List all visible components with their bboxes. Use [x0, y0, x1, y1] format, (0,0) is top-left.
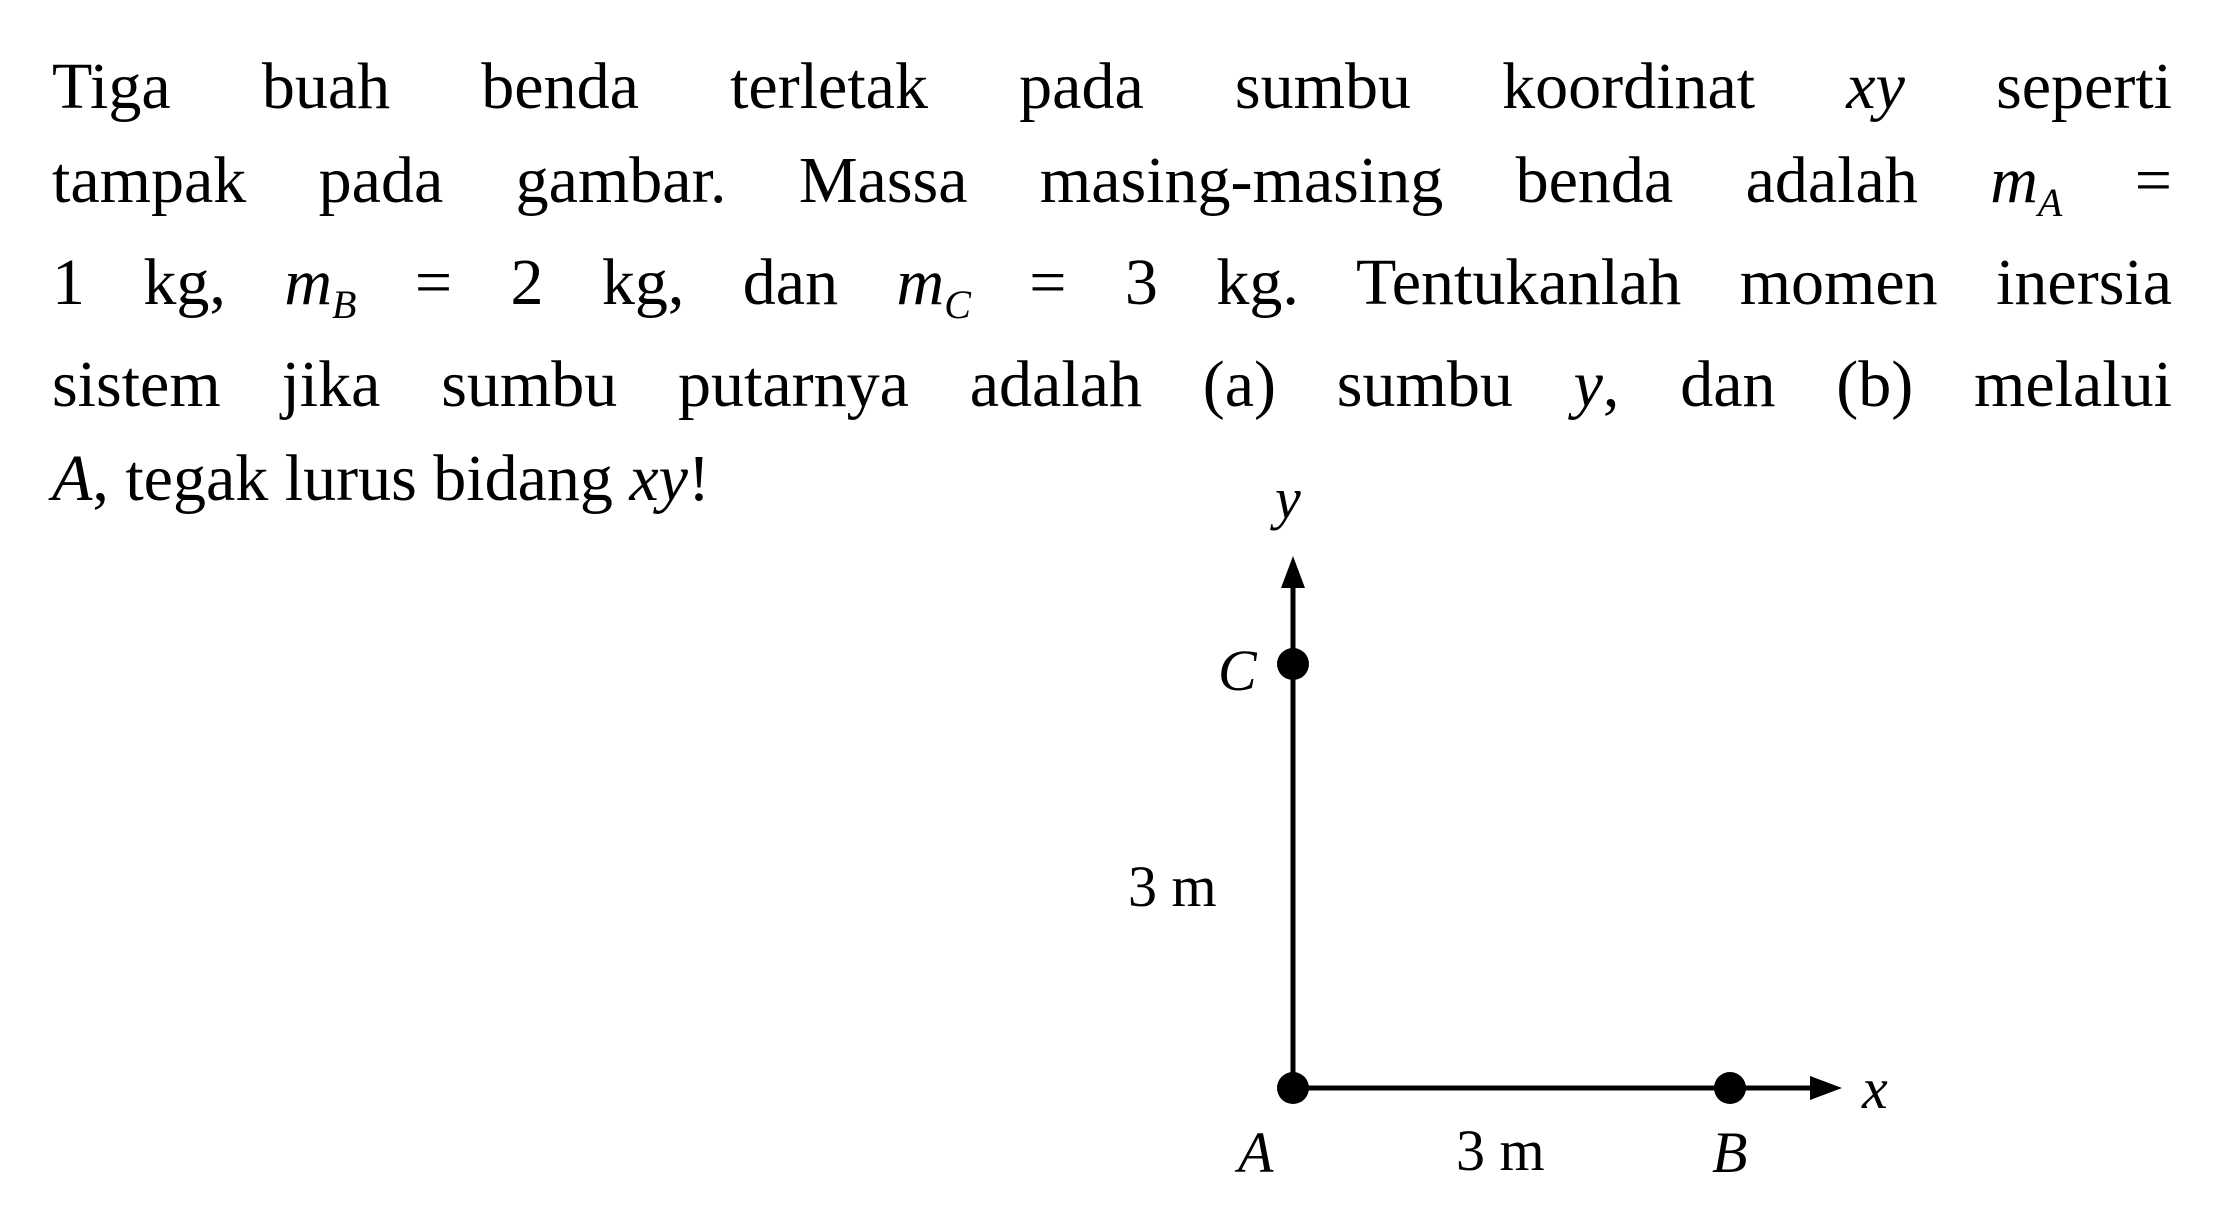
point-b — [1714, 1072, 1746, 1104]
text-segment: 1 kg, — [52, 246, 285, 319]
variable-xy: xy — [1846, 50, 1905, 123]
distance-ac-label: 3 m — [1128, 854, 1217, 919]
mass-subscript-c: C — [944, 282, 971, 327]
mass-symbol: m — [284, 246, 332, 319]
point-b-label: B — [1712, 1120, 1748, 1185]
variable-xy: xy — [629, 442, 688, 515]
x-axis-label: x — [1862, 1056, 1888, 1121]
mass-subscript-b: B — [332, 282, 357, 327]
y-axis-label: y — [1275, 466, 1301, 531]
mass-subscript-a: A — [2037, 180, 2063, 225]
variable-a: A — [52, 442, 93, 515]
x-axis-arrowhead — [1810, 1076, 1842, 1100]
mass-symbol: m — [1990, 144, 2038, 217]
text-segment: ! — [687, 442, 710, 515]
text-segment: , dan (b) melalui — [1602, 348, 2172, 421]
point-c-label: C — [1218, 638, 1257, 703]
text-segment: = 2 kg, dan — [356, 246, 897, 319]
y-axis-arrowhead — [1281, 556, 1305, 588]
point-a-label: A — [1238, 1120, 1274, 1185]
text-segment: seperti — [1904, 50, 2172, 123]
text-segment: Tiga buah benda terletak pada sumbu koordinat — [52, 50, 1847, 123]
distance-ab-label: 3 m — [1456, 1118, 1545, 1183]
text-segment: = — [2062, 144, 2172, 217]
point-a — [1277, 1072, 1309, 1104]
variable-y: y — [1573, 348, 1603, 421]
point-c — [1277, 648, 1309, 680]
text-segment: sistem jika sumbu putarnya adalah (a) sumbu — [52, 348, 1574, 421]
text-segment: , tegak lurus bidang — [92, 442, 630, 515]
mass-symbol: m — [896, 246, 945, 319]
text-segment: = 3 kg. Tentukanlah momen inersia — [970, 246, 2173, 319]
text-segment: tampak pada gambar. Massa masing-masing benda adalah — [52, 144, 1991, 217]
